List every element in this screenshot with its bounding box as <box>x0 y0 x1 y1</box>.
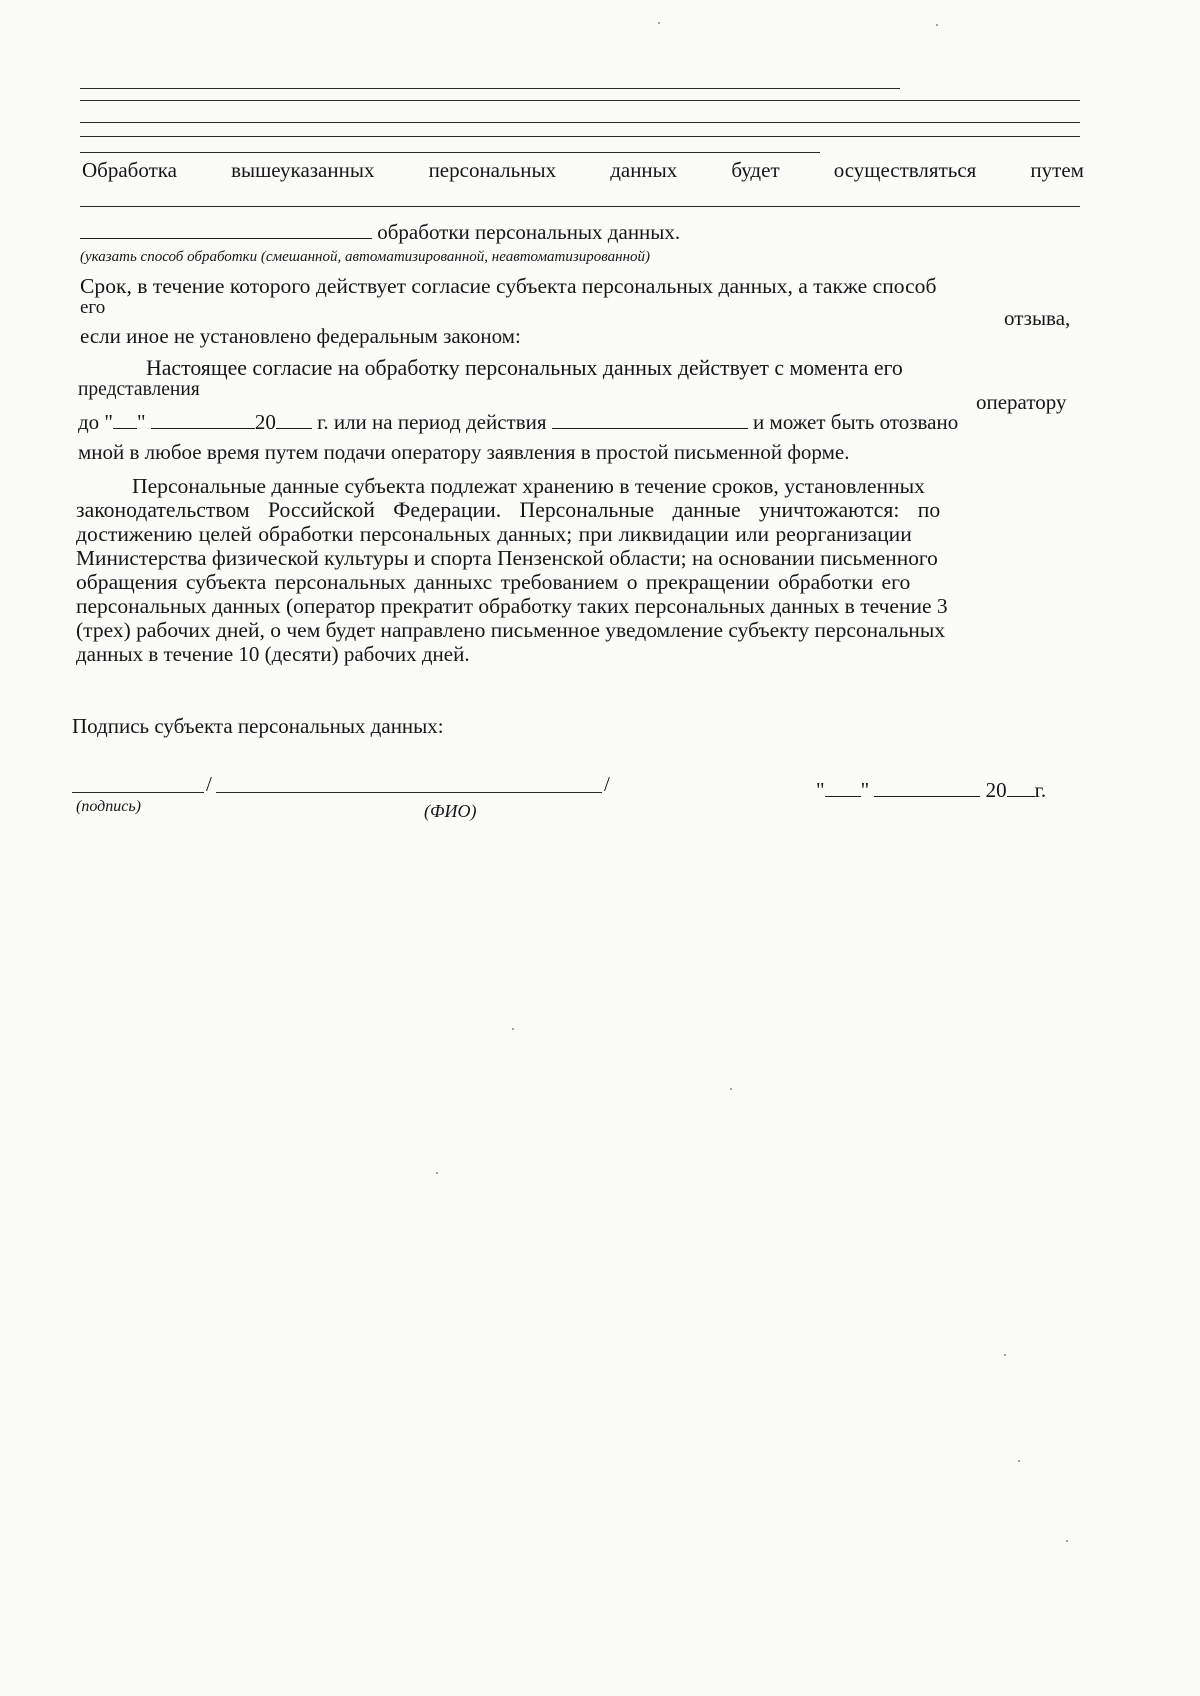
scan-speck <box>658 22 660 24</box>
storage-line-1: Персональные данные субъекта подлежат хранению в течение сроков, установленных <box>132 474 925 498</box>
signature-title: Подпись субъекта персональных данных: <box>72 714 444 738</box>
term-line-3: если иное не установлено федеральным законом: <box>80 324 521 348</box>
signature-slash-1: / <box>206 772 212 796</box>
scan-speck <box>1066 1540 1068 1542</box>
term-line-1: Срок, в течение которого действует согласие субъекта персональных данных, а также способ <box>80 274 937 298</box>
signature-name-label: (ФИО) <box>424 801 477 821</box>
consent-line-1: Настоящее согласие на обработку персональных данных действует с момента его <box>146 356 903 380</box>
date-day-blank[interactable] <box>825 778 861 797</box>
consent-revoke-label: и может быть отозвано <box>753 410 959 434</box>
consent-period-blank[interactable] <box>552 410 748 429</box>
signature-sign-line <box>72 792 204 793</box>
processing-method-blank[interactable] <box>80 220 372 239</box>
processing-fill-line <box>80 206 1080 207</box>
scan-speck <box>512 1028 514 1030</box>
processing-line <box>82 158 1084 182</box>
fill-line-5 <box>80 152 820 153</box>
fill-line-2 <box>80 100 1080 101</box>
signature-name-line <box>216 792 602 793</box>
date-year-suffix: г. <box>1034 778 1047 802</box>
processing-word: будет <box>731 158 780 182</box>
scan-speck <box>936 24 938 26</box>
scan-speck <box>1018 1460 1020 1462</box>
date-year-prefix: 20 <box>985 778 1007 802</box>
consent-day-blank[interactable] <box>113 410 137 429</box>
scan-speck <box>1004 1354 1006 1356</box>
processing-word: персональных <box>428 158 557 182</box>
storage-line-5: обращения субъекта персональных данныхс требованием о прекращении обработки его <box>76 570 911 594</box>
consent-year-blank[interactable] <box>276 410 312 429</box>
consent-line-2-right: оператору <box>976 390 1067 414</box>
storage-line-6: персональных данных (оператор прекратит обработку таких персональных данных в течение 3 <box>76 594 948 618</box>
signature-sign-label: (подпись) <box>76 798 141 815</box>
consent-line-4: мной в любое время путем подачи оператору заявления в простой письменной форме. <box>78 440 850 464</box>
storage-line-2: законодательством Российской Федерации. Персональные данные уничтожаются: по <box>76 498 941 522</box>
date-quote-close: " <box>860 778 870 802</box>
storage-line-3: достижению целей обработки персональных данных; при ликвидации или реорганизации <box>76 522 912 546</box>
processing-suffix: обработки персональных данных. <box>377 220 681 244</box>
term-line-2-right: отзыва, <box>1004 306 1071 330</box>
processing-word: вышеуказанных <box>231 158 375 182</box>
processing-word: осуществляться <box>833 158 977 182</box>
processing-word: данных <box>610 158 678 182</box>
processing-word: путем <box>1030 158 1084 182</box>
consent-line-2-left: представления <box>78 379 200 400</box>
term-line-2-left: его <box>80 297 106 318</box>
fill-line-3 <box>80 122 1080 123</box>
consent-year-prefix: 20 <box>254 410 276 434</box>
consent-line-3 <box>78 410 958 434</box>
processing-method-line <box>80 220 680 244</box>
fill-line-4 <box>80 136 1080 137</box>
date-quote-open: " <box>816 778 825 802</box>
storage-line-7: (трех) рабочих дней, о чем будет направлено письменное уведомление субъекту персональных <box>76 618 946 642</box>
consent-until-label: до " <box>78 410 114 434</box>
processing-word: Обработка <box>82 158 177 182</box>
date-month-blank[interactable] <box>874 778 980 797</box>
storage-line-4: Министерства физической культуры и спорта Пензенской области; на основании письменного <box>76 546 938 570</box>
consent-quote: " <box>137 410 146 434</box>
signature-slash-2: / <box>604 772 610 796</box>
fill-line-1 <box>80 88 900 89</box>
processing-hint: (указать способ обработки (смешанной, автоматизированной, неавтоматизированной) <box>80 249 651 265</box>
signature-date <box>816 778 1046 802</box>
scan-speck <box>436 1172 438 1174</box>
storage-line-8: данных в течение 10 (десяти) рабочих дней. <box>76 642 470 666</box>
date-year-blank[interactable] <box>1007 778 1035 797</box>
consent-period-label: г. или на период действия <box>317 410 547 434</box>
consent-month-blank[interactable] <box>151 410 255 429</box>
scan-speck <box>730 1088 732 1090</box>
